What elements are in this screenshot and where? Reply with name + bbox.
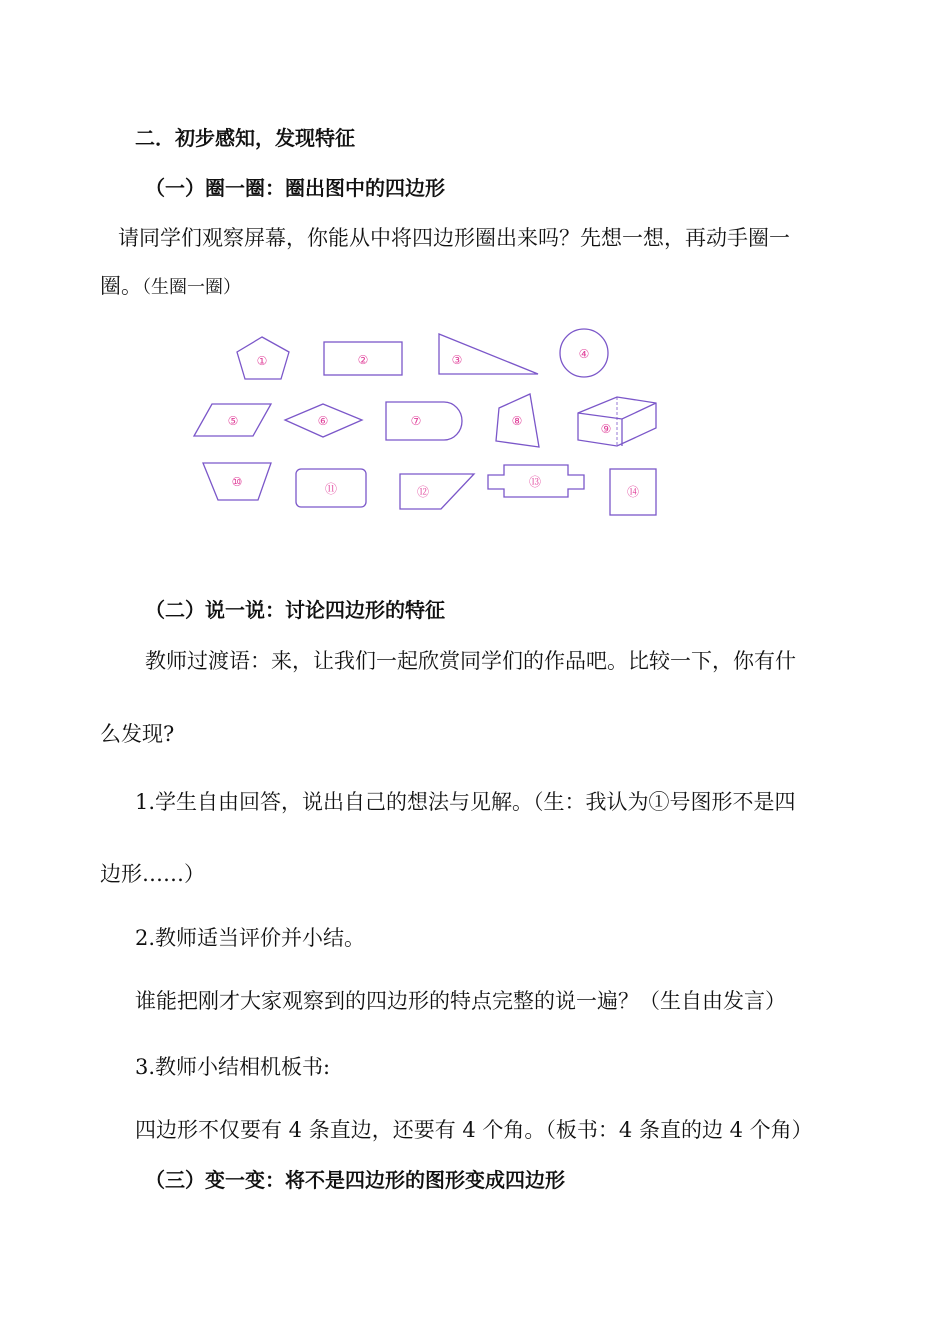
shape-label-11: ⑪ xyxy=(324,482,338,496)
shape-7-rounded-side xyxy=(386,402,462,440)
shape-9-cuboid xyxy=(578,397,656,446)
shape-label-8: ⑧ xyxy=(511,414,523,428)
item1-line1: 1.学生自由回答，说出自己的想法与见解。（生：我认为①号图形不是四 xyxy=(135,790,796,814)
shape-label-13: ⑬ xyxy=(528,475,542,489)
transition-line1: 教师过渡语：来，让我们一起欣赏同学们的作品吧。比较一下，你有什 xyxy=(145,649,796,673)
shape-label-12: ⑫ xyxy=(416,485,430,499)
shape-label-14: ⑭ xyxy=(626,485,640,499)
shape-label-2: ② xyxy=(357,353,369,367)
part1-paragraph-line2 xyxy=(100,274,241,299)
shape-label-5: ⑤ xyxy=(227,414,239,428)
shape-label-10: ⑩ xyxy=(231,475,243,489)
part1-paragraph-end: 圈。 xyxy=(100,274,142,298)
shape-label-3: ③ xyxy=(451,353,463,367)
transition-line2: 么发现? xyxy=(100,722,175,746)
shape-12-quadrilateral xyxy=(400,474,474,509)
shape-label-9: ⑨ xyxy=(600,422,612,436)
summary-line: 四边形不仅要有 4 条直边，还要有 4 个角。（板书：4 条直的边 4 个角） xyxy=(135,1118,813,1142)
shapes-figure xyxy=(190,325,670,525)
shape-label-1: ① xyxy=(256,354,268,368)
question-line: 谁能把刚才大家观察到的四边形的特点完整的说一遍？（生自由发言） xyxy=(135,989,786,1013)
shape-label-4: ④ xyxy=(578,347,590,361)
item1-line2: 边形……） xyxy=(100,862,205,886)
shape-label-6: ⑥ xyxy=(317,414,329,428)
part3-heading: （三）变一变：将不是四边形的图形变成四边形 xyxy=(145,1168,565,1192)
student-action-note: （生圈一圈） xyxy=(142,277,241,298)
part1-heading: （一）圈一圈：圈出图中的四边形 xyxy=(145,176,445,200)
item3: 3.教师小结相机板书: xyxy=(135,1055,331,1079)
section-heading: 二．初步感知，发现特征 xyxy=(135,126,355,150)
shape-label-7: ⑦ xyxy=(410,414,422,428)
part2-heading: （二）说一说：讨论四边形的特征 xyxy=(145,598,445,622)
item2: 2.教师适当评价并小结。 xyxy=(135,926,366,950)
part1-paragraph-line1: 请同学们观察屏幕，你能从中将四边形圈出来吗？先想一想，再动手圈一 xyxy=(118,226,790,250)
